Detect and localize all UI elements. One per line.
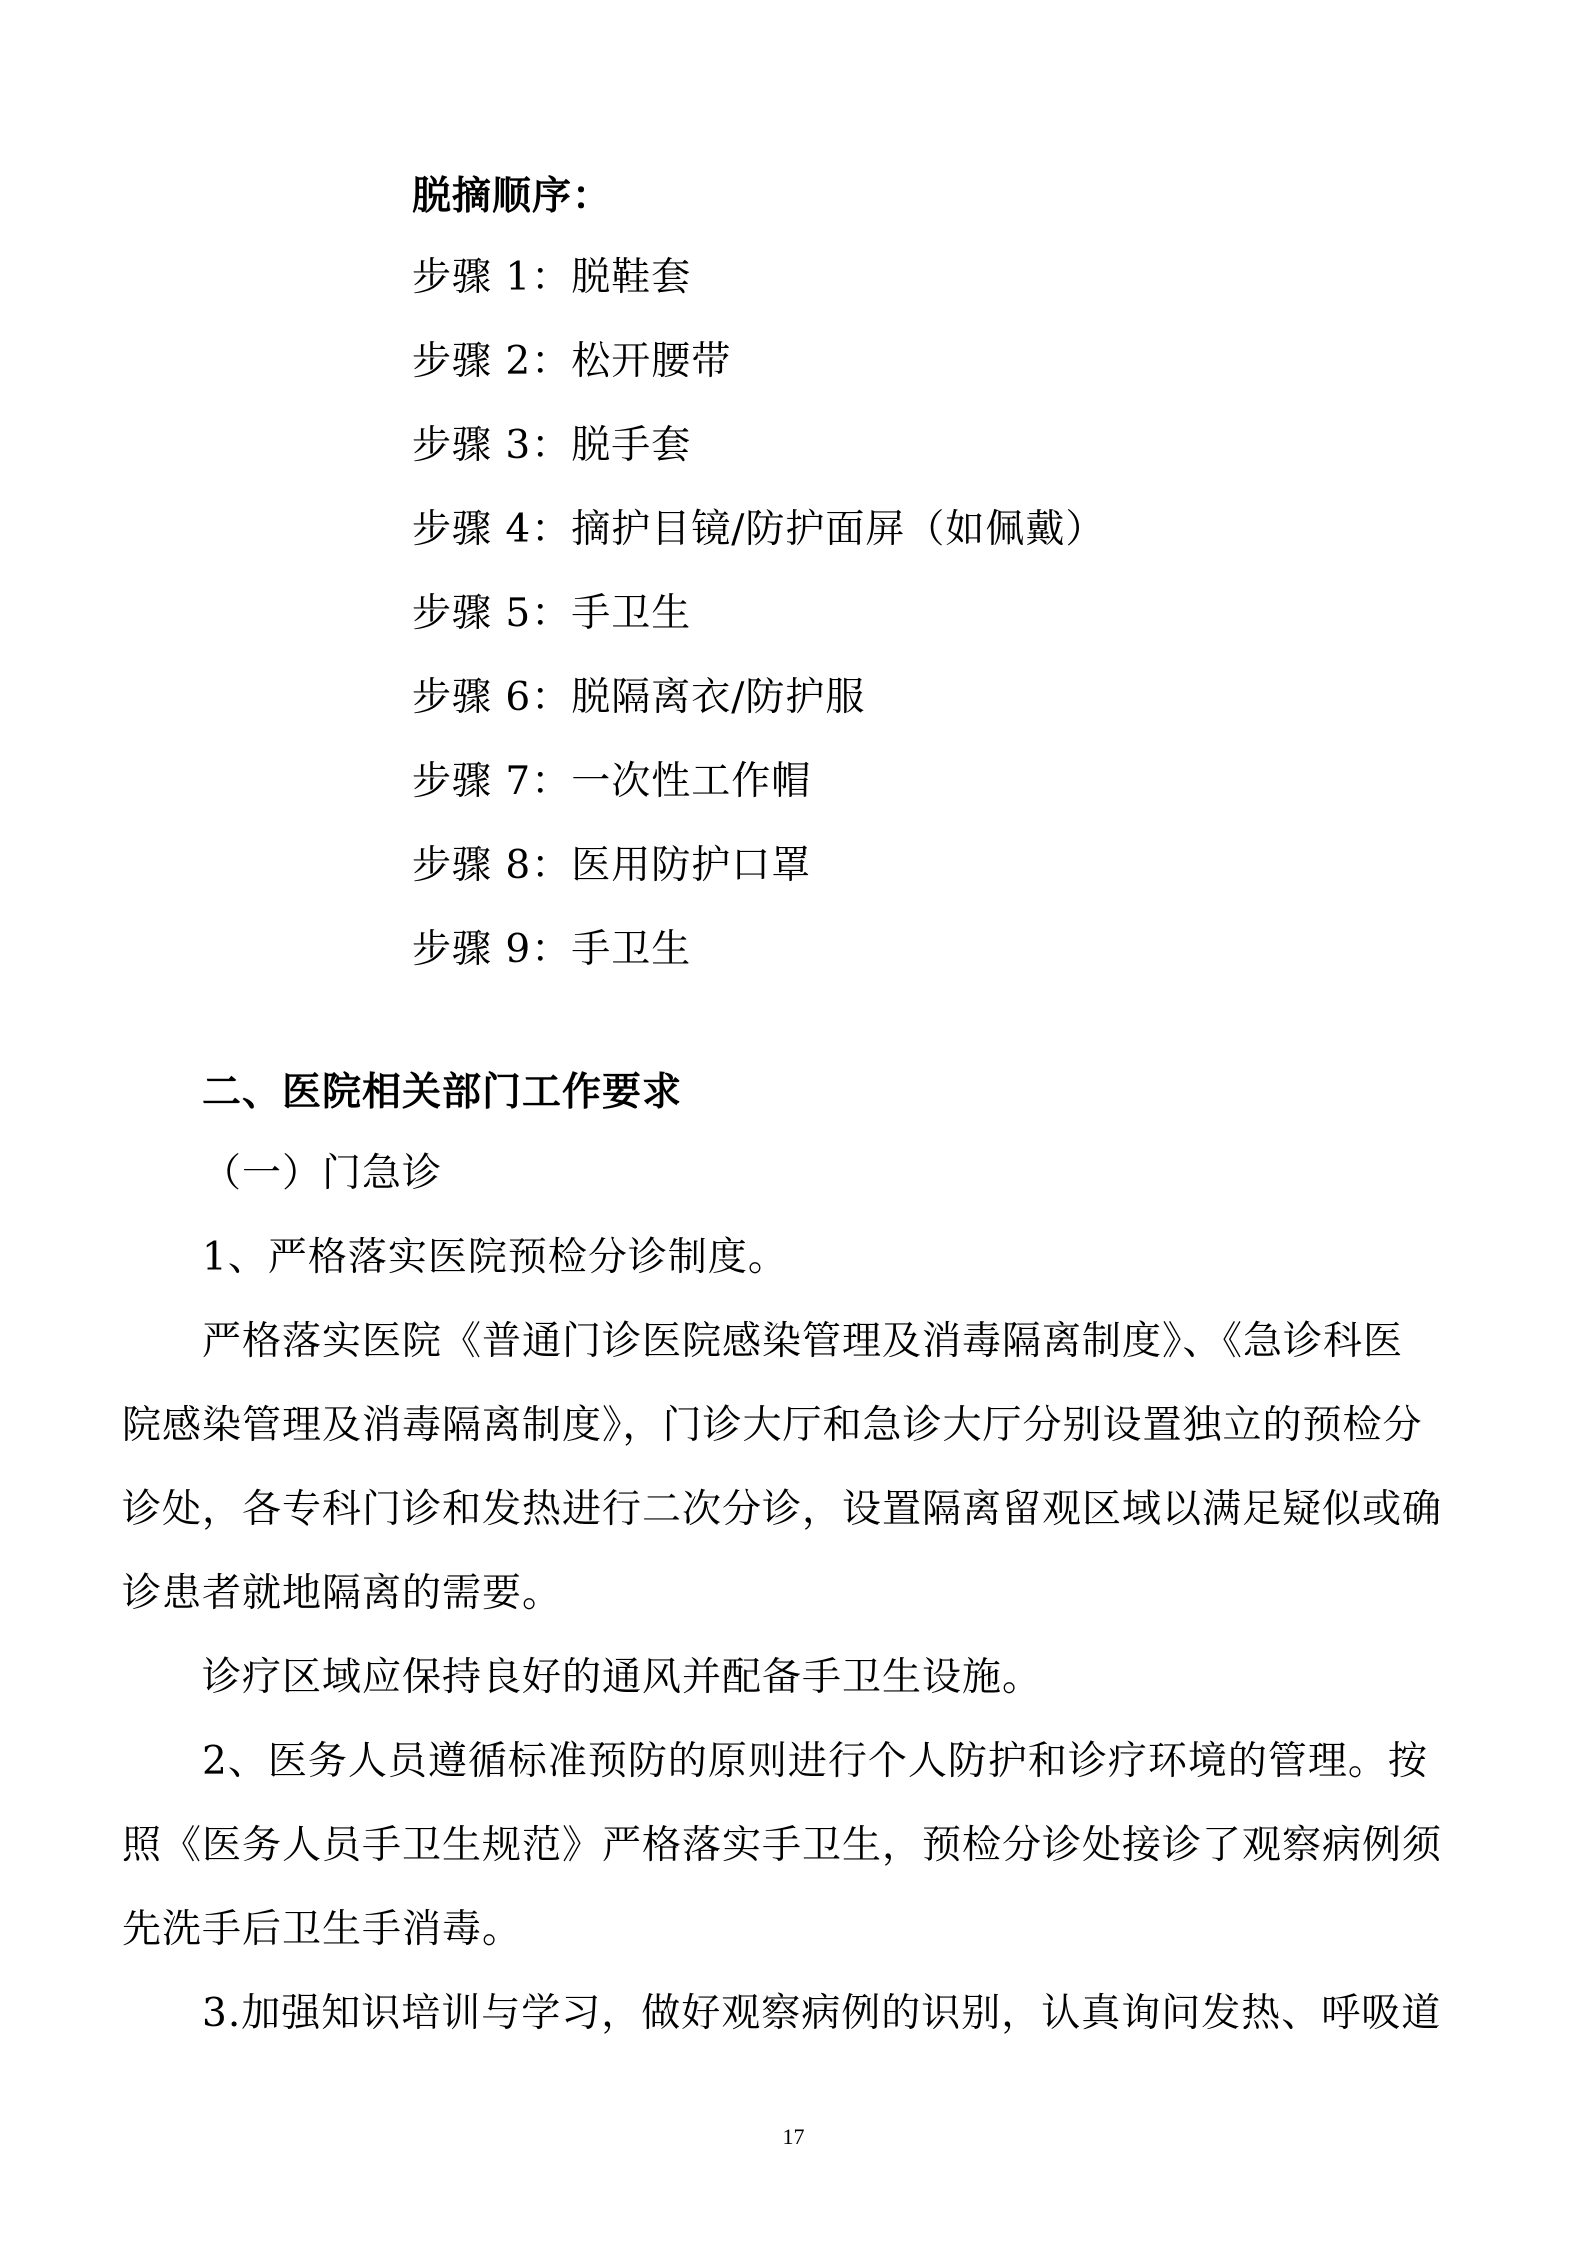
step-text: 手卫生 xyxy=(571,927,692,972)
section-heading: 二、医院相关部门工作要求 xyxy=(202,1069,683,1115)
removal-step xyxy=(412,338,731,386)
removal-step xyxy=(412,926,691,974)
step-label: 步骤 1： xyxy=(412,255,572,300)
paragraph-line: 严格落实医院《普通门诊医院感染管理及消毒隔离制度》、《急诊科医 xyxy=(202,1319,1404,1364)
step-text: 脱手套 xyxy=(571,423,692,468)
page-number: 17 xyxy=(782,2124,805,2149)
step-text: 松开腰带 xyxy=(571,339,732,384)
step-label: 步骤 6： xyxy=(412,675,572,720)
requirement-item-1: 1、严格落实医院预检分诊制度。 xyxy=(202,1235,788,1280)
step-label: 步骤 9： xyxy=(412,927,572,972)
step-text: 脱隔离衣/防护服 xyxy=(571,675,866,720)
step-text: 医用防护口罩 xyxy=(571,843,812,888)
removal-step xyxy=(412,590,691,638)
requirement-item-2-line: 照《医务人员手卫生规范》严格落实手卫生，预检分诊处接诊了观察病例须 xyxy=(122,1823,1443,1868)
paragraph-line: 诊患者就地隔离的需要。 xyxy=(122,1571,563,1616)
removal-order-heading: 脱摘顺序： xyxy=(412,173,613,219)
requirement-item-2-line: 先洗手后卫生手消毒。 xyxy=(122,1907,523,1952)
removal-step xyxy=(412,674,865,722)
step-label: 步骤 2： xyxy=(412,339,572,384)
removal-step xyxy=(412,254,691,302)
removal-step xyxy=(412,506,1105,554)
step-text: 一次性工作帽 xyxy=(571,759,812,804)
removal-step xyxy=(412,842,811,890)
step-text: 摘护目镜/防护面屏（如佩戴） xyxy=(571,507,1106,552)
paragraph-line: 诊处，各专科门诊和发热进行二次分诊，设置隔离留观区域以满足疑似或确 xyxy=(122,1487,1443,1532)
step-label: 步骤 7： xyxy=(412,759,572,804)
requirement-item-3: 3.加强知识培训与学习，做好观察病例的识别，认真询问发热、呼吸道 xyxy=(202,1991,1442,2036)
paragraph-line: 院感染管理及消毒隔离制度》，门诊大厅和急诊大厅分别设置独立的预检分 xyxy=(122,1403,1423,1448)
removal-step xyxy=(412,422,691,470)
step-label: 步骤 3： xyxy=(412,423,572,468)
step-label: 步骤 5： xyxy=(412,591,572,636)
paragraph-line: 诊疗区域应保持良好的通风并配备手卫生设施。 xyxy=(202,1655,1043,1700)
removal-step xyxy=(412,758,811,806)
subsection-heading: （一）门急诊 xyxy=(202,1151,443,1196)
step-label: 步骤 8： xyxy=(412,843,572,888)
step-label: 步骤 4： xyxy=(412,507,572,552)
requirement-item-2-line: 2、医务人员遵循标准预防的原则进行个人防护和诊疗环境的管理。按 xyxy=(202,1739,1428,1784)
step-text: 脱鞋套 xyxy=(571,255,692,300)
step-text: 手卫生 xyxy=(571,591,692,636)
